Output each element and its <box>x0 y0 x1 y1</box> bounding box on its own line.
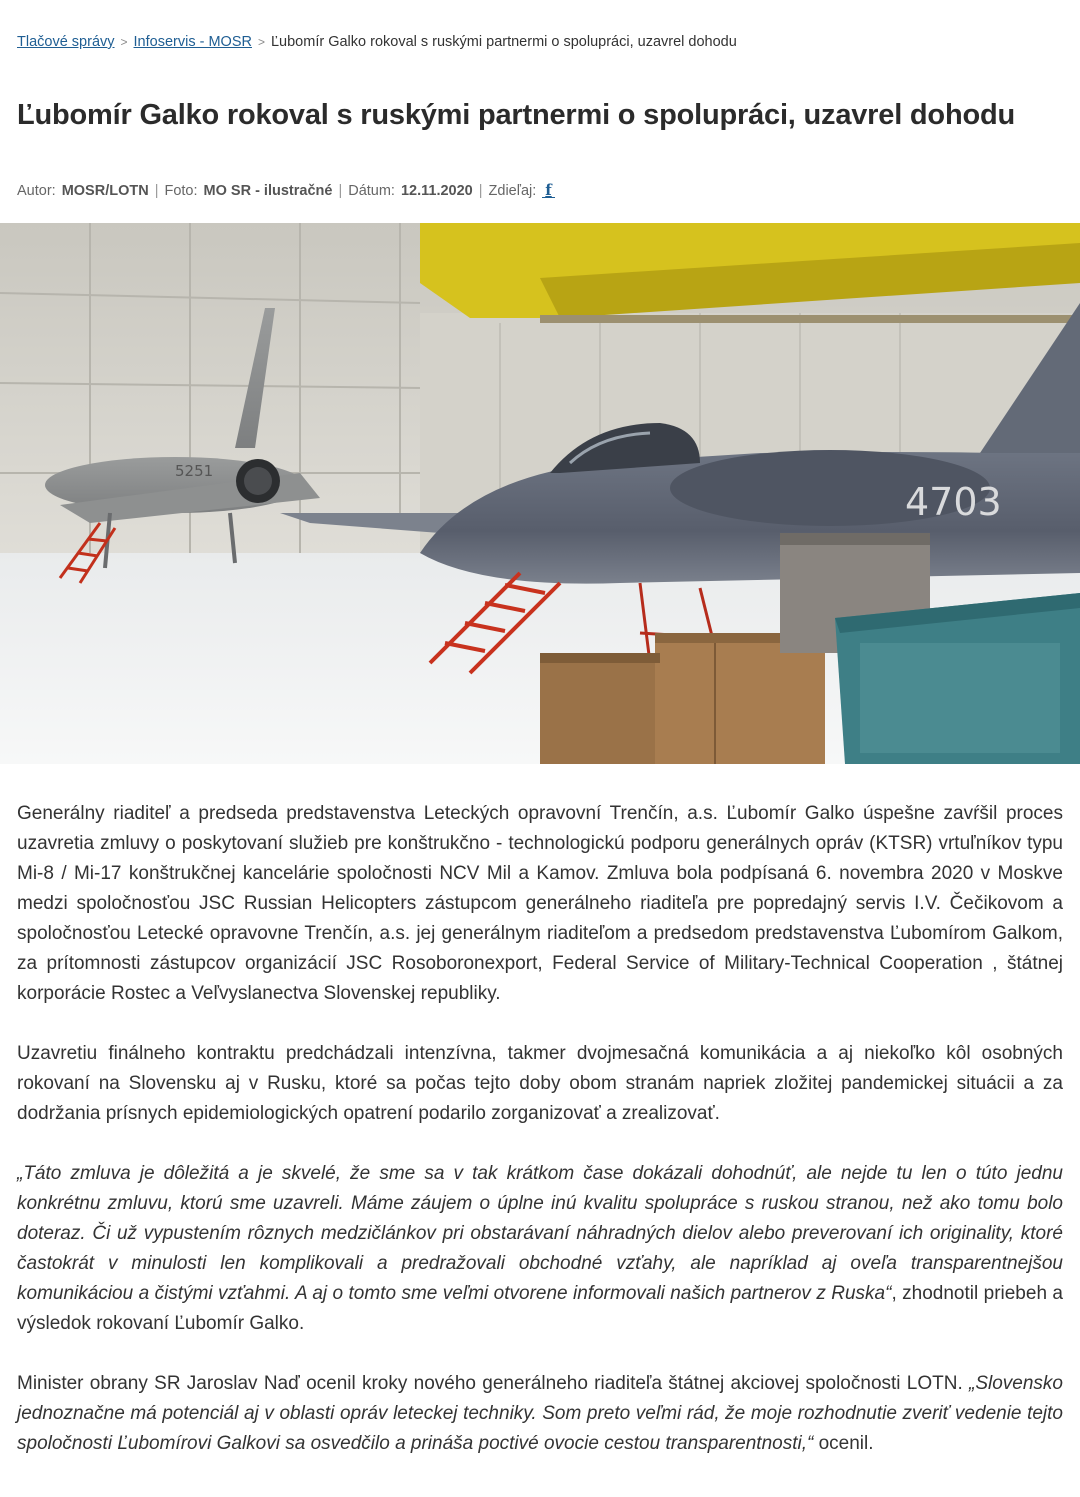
paragraph: Uzavretiu finálneho kontraktu predchádzali intenzívna, takmer dvojmesačná komunikácia a aj niekoľko kôl osobných rokovaní na Slovensku aj v Rusku, ktoré sa počas tejto doby obom stranám napriek zložitej pandemickej situácii a za dodržania prísnych epidemiologických opatrení podarilo zorganizovať a zrealizovať. <box>17 1043 1063 1124</box>
quote-galko: „Táto zmluva je dôležitá a je skvelé, že sme sa v tak krátkom čase dokázali dohodnúť, ale nejde tu len o túto jednu konkrétnu zmluvu, ktorú sme uzavreli. Máme záujem o úplne inú kvalitu spolupráce s ruskou stranou, než ako tomu bolo doteraz. Či už vypustením rôznych medzičlánkov pri obstarávaní náhradných dielov alebo preverovaní ich originality, ktoré častokrát v minulosti len komplikovali a predražovali obchodné vzťahy, ale napríklad aj oveľa transparentnejšou komunikáciou a čistými vzťahmi. A aj o tomto sme veľmi otvorene informovali našich partnerov z Ruska“ <box>17 1163 1063 1304</box>
breadcrumb-link-infoservis[interactable]: Infoservis - MOSR <box>133 34 252 50</box>
quote-attribution: , zhodnotil priebeh a výsledok rokovaní Ľubomír Galko. <box>17 1283 1063 1334</box>
article-body <box>17 799 1063 1489</box>
author-label: Autor: <box>17 183 56 199</box>
quote-attribution: ocenil. <box>813 1433 874 1454</box>
facebook-icon[interactable]: f <box>542 183 554 198</box>
breadcrumb-current: Ľubomír Galko rokoval s ruskými partnermi o spolupráci, uzavrel dohodu <box>270 34 737 50</box>
quote-minister: „Slovensko jednoznačne má potenciál aj v oblasti opráv leteckej techniky. Som preto veľmi rád, že moje rozhodnutie zveriť vedenie tejto spoločnosti Ľubomírovi Galkovi sa osvedčilo a prináša poctivé ovocie cestou transparentnosti,“ <box>17 1373 1063 1454</box>
paragraph <box>17 1159 1063 1339</box>
meta-divider: | <box>478 183 483 199</box>
hangar-aircraft-illustration <box>0 223 1080 764</box>
breadcrumb-separator: > <box>120 35 128 49</box>
date-label: Dátum: <box>348 183 395 199</box>
photo-label: Foto: <box>164 183 198 199</box>
photo-value: MO SR - ilustračné <box>203 183 333 199</box>
share-label: Zdieľaj: <box>488 183 537 199</box>
author-value: MOSR/LOTN <box>61 183 149 199</box>
meta-divider: | <box>338 183 343 199</box>
meta-divider: | <box>154 183 159 199</box>
page-title: Ľubomír Galko rokoval s ruskými partnermi o spolupráci, uzavrel dohodu <box>17 99 1015 131</box>
breadcrumb <box>17 34 737 50</box>
breadcrumb-separator: > <box>257 35 265 49</box>
article-photo <box>0 223 1080 764</box>
paragraph-intro: Minister obrany SR Jaroslav Naď ocenil kroky nového generálneho riaditeľa štátnej akciovej spoločnosti LOTN. <box>17 1373 969 1394</box>
paragraph <box>17 1369 1063 1459</box>
paragraph: Generálny riaditeľ a predseda predstavenstva Leteckých opravovní Trenčín, a.s. Ľubomír Galko úspešne zavŕšil proces uzavretia zmluvy o poskytovaní služieb pre konštrukčno - technologickú podporu generálnych opráv (KTSR) vrtuľníkov typu Mi-8 / Mi-17 konštrukčnej kancelárie spoločnosti NCV Mil a Kamov. Zmluva bola podpísaná 6. novembra 2020 v Moskve medzi spoločnosťou JSC Russian Helicopters zástupcom generálneho riaditeľa pre popredajný servis I.V. Čečikovom a spoločnosťou Letecké opravovne Trenčín, a.s. jej generálnym riaditeľom a predsedom predstavenstva Ľubomírom Galkom, za prítomnosti zástupcov organizácií JSC Rosoboronexport, Federal Service of Military-Technical Cooperation , štátnej korporácie Rostec a Veľvyslanectva Slovenskej republiky. <box>17 803 1063 1004</box>
breadcrumb-link-tlacove-spravy[interactable]: Tlačové správy <box>17 34 115 50</box>
article-meta <box>17 183 555 199</box>
aircraft-number-4703: 4703 <box>905 480 1002 524</box>
aircraft-number-5251: 5251 <box>175 462 214 480</box>
date-value: 12.11.2020 <box>400 183 473 199</box>
